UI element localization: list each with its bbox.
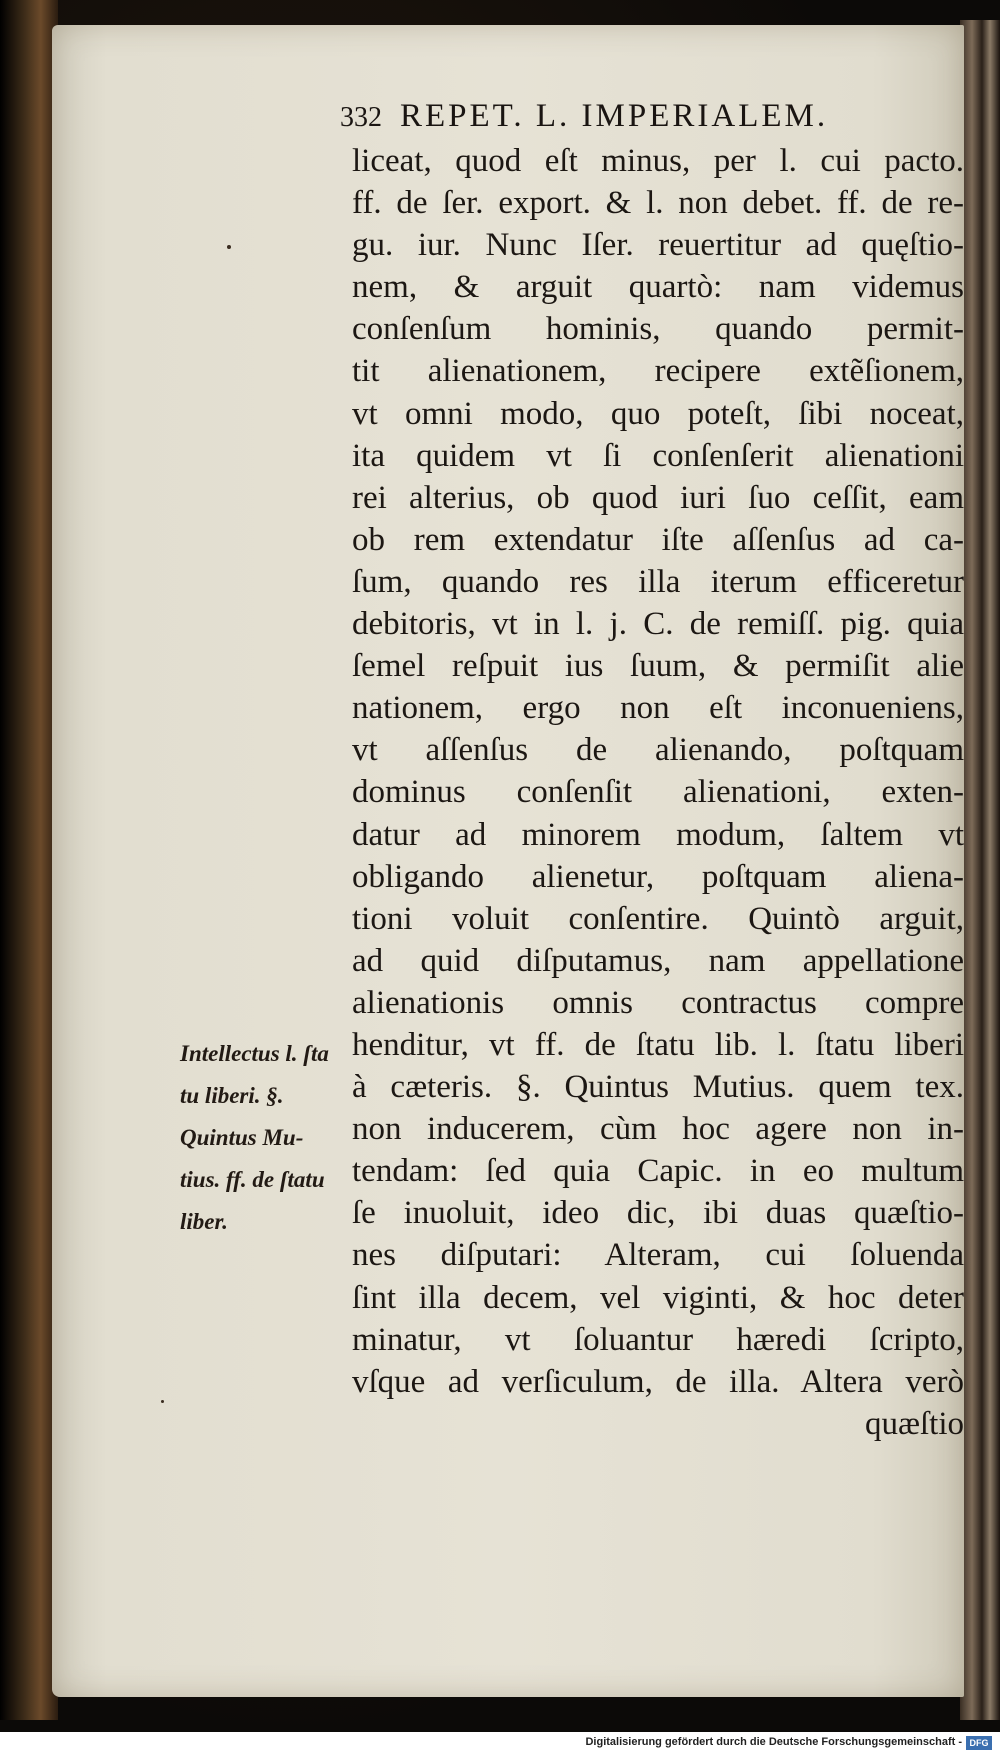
text-line: ff. de ſer. export. & l. non debet. ff. de re-: [352, 185, 964, 222]
text-line: conſenſum hominis, quando permit-: [352, 311, 964, 348]
margin-note-line: tius. ff. de ſtatu: [180, 1167, 325, 1192]
text-line: ſint illa decem, vel viginti, & hoc deter: [352, 1279, 964, 1316]
text-line: liceat, quod eſt minus, per l. cui pacto.: [352, 143, 964, 179]
book-spine-edge: [0, 0, 58, 1720]
paper-speck: [161, 1400, 164, 1403]
text-line: ad quid diſputamus, nam appellatione: [352, 942, 964, 979]
text-line: tendam: ſed quia Capic. in eo multum: [352, 1153, 964, 1190]
text-line: tit alienationem, recipere extẽſionem,: [352, 353, 964, 390]
text-line: gu. iur. Nunc Iſer. reuertitur ad quęſtio-: [352, 227, 964, 264]
text-line: ſum, quando res illa iterum efficeretur: [352, 563, 964, 600]
text-line: ob rem extendatur iſte aſſenſus ad ca-: [352, 521, 964, 558]
text-line: ſe inuoluit, ideo dic, ibi duas quæſtio-: [352, 1195, 964, 1232]
page-stack-edge: [960, 20, 1000, 1720]
margin-note-line: tu liberi. §.: [180, 1083, 284, 1108]
page-header: [340, 98, 940, 135]
text-line: nationem, ergo non eſt inconueniens,: [352, 690, 964, 727]
page-number: 332: [340, 102, 382, 133]
margin-note-line: Intellectus l. ſta: [180, 1041, 329, 1066]
digitization-credit: Digitalisierung gefördert durch die Deutsche Forschungsgemeinschaft -: [585, 1736, 962, 1748]
text-line: alienationis omnis contractus compre: [352, 984, 964, 1021]
text-line: rei alterius, ob quod iuri ſuo ceſſit, eam: [352, 479, 964, 516]
text-line: à cæteris. §. Quintus Mutius. quem tex.: [352, 1069, 964, 1106]
text-line: ita quidem vt ſi conſenſerit alienationi: [352, 437, 964, 474]
text-line: vt omni modo, quo poteſt, ſibi noceat,: [352, 395, 964, 432]
running-head: REPET. L. IMPERIALEM.: [400, 98, 829, 134]
text-line: vſque ad verſiculum, de illa. Altera verò: [352, 1363, 964, 1400]
margin-note-line: Quintus Mu-: [180, 1125, 304, 1150]
text-line: dominus conſenſit alienationi, exten-: [352, 774, 964, 811]
dfg-logo: DFG: [966, 1736, 992, 1750]
text-line: henditur, vt ff. de ſtatu lib. l. ſtatu liberi: [352, 1026, 964, 1063]
text-line: non inducerem, cùm hoc agere non in-: [352, 1111, 964, 1148]
text-line: quæſtio: [864, 1405, 964, 1442]
text-line: debitoris, vt in l. j. C. de remiſſ. pig. quia: [352, 606, 964, 643]
text-line: ſemel reſpuit ius ſuum, & permiſit alie: [352, 648, 964, 685]
text-line: tioni voluit conſentire. Quintò arguit,: [352, 900, 964, 937]
margin-note-line: liber.: [180, 1209, 228, 1234]
text-line: nem, & arguit quartò: nam videmus: [352, 269, 964, 306]
text-line: nes diſputari: Alteram, cui ſoluenda: [352, 1237, 964, 1274]
text-line: datur ad minorem modum, ſaltem vt: [352, 816, 964, 853]
text-line: minatur, vt ſoluantur hæredi ſcripto,: [352, 1321, 964, 1358]
text-line: vt aſſenſus de alienando, poſtquam: [352, 732, 964, 769]
main-text-column: [352, 140, 964, 1445]
margin-note: [180, 1033, 350, 1243]
paper-speck: [227, 245, 231, 249]
text-line: obligando alienetur, poſtquam aliena-: [352, 858, 964, 895]
